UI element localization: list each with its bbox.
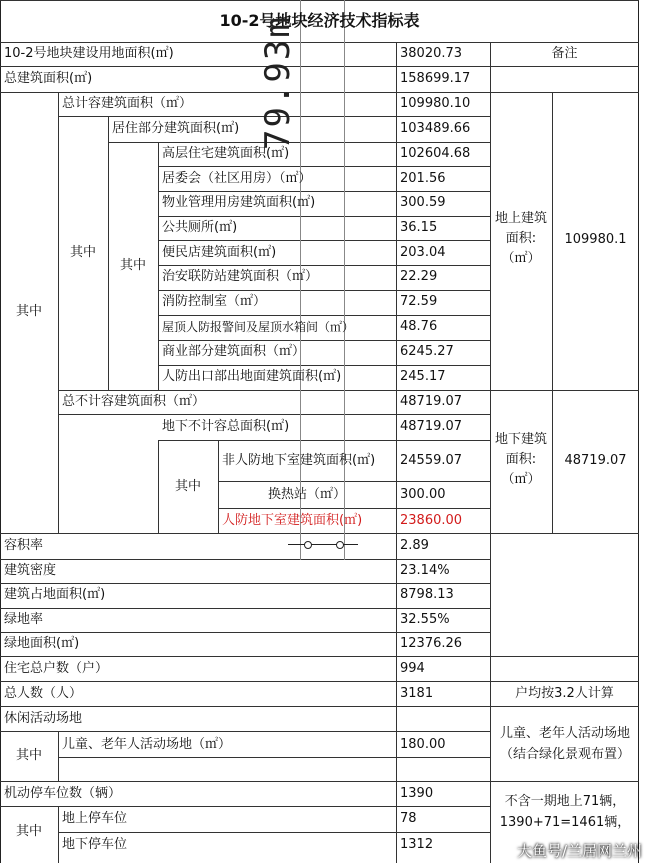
rule bbox=[158, 315, 490, 316]
row-value: 300.59 bbox=[400, 195, 446, 210]
rule bbox=[58, 414, 490, 415]
remark-header: 备注 bbox=[551, 46, 578, 61]
row-label: 高层住宅建筑面积(㎡) bbox=[162, 146, 290, 161]
row-value: 994 bbox=[400, 661, 425, 676]
rule bbox=[158, 340, 490, 341]
rule bbox=[158, 440, 490, 441]
row-label: 非人防地下室建筑面积(㎡) bbox=[222, 453, 376, 468]
remark-activity-note: 儿童、老年人活动场地（结合绿化景观布置） bbox=[499, 726, 630, 762]
rule bbox=[0, 632, 490, 633]
group-label: 其中 bbox=[174, 479, 201, 494]
remark-parking-note: 不含一期地上71辆，1390+71=1461辆， bbox=[499, 794, 631, 830]
rule bbox=[58, 832, 490, 833]
remark-below-ground-label: 地下建筑面积:（㎡） bbox=[494, 432, 547, 487]
rule bbox=[490, 42, 491, 863]
rule bbox=[158, 290, 490, 291]
rule bbox=[218, 481, 490, 482]
row-value: 78 bbox=[400, 811, 417, 826]
rule bbox=[0, 583, 490, 584]
group-label: 其中 bbox=[15, 824, 42, 839]
row-label: 儿童、老年人活动场地（㎡） bbox=[62, 737, 232, 752]
row-value: 203.04 bbox=[400, 245, 446, 260]
rule bbox=[158, 191, 490, 192]
row-label: 总建筑面积(㎡) bbox=[4, 71, 93, 86]
rule bbox=[158, 166, 490, 167]
row-label: 屋顶人防报警间及屋顶水箱间（㎡） bbox=[162, 320, 355, 334]
rule bbox=[158, 265, 490, 266]
row-label: 居住部分建筑面积(㎡) bbox=[112, 121, 240, 136]
rule bbox=[108, 142, 490, 143]
rule bbox=[0, 42, 639, 43]
rule bbox=[158, 216, 490, 217]
row-value: 201.56 bbox=[400, 171, 446, 186]
row-value: 38020.73 bbox=[400, 46, 463, 61]
row-label: 住宅总户数（户） bbox=[4, 661, 109, 676]
group-label: 其中 bbox=[15, 304, 42, 319]
row-value: 24559.07 bbox=[400, 453, 463, 468]
row-label: 换热站（㎡） bbox=[267, 487, 346, 502]
row-value: 109980.10 bbox=[400, 96, 471, 111]
row-label: 绿地率 bbox=[4, 612, 44, 627]
rule bbox=[0, 559, 490, 560]
row-value: 6245.27 bbox=[400, 344, 454, 359]
row-value: 2.89 bbox=[400, 538, 429, 553]
table-title: 10-2号地块经济技术指标表 bbox=[219, 11, 420, 30]
row-value: 32.55% bbox=[400, 612, 450, 627]
row-value: 23860.00 bbox=[400, 513, 463, 528]
row-label: 总计容建筑面积（㎡） bbox=[62, 96, 193, 111]
cad-guide-line bbox=[344, 0, 345, 560]
row-value: 180.00 bbox=[400, 737, 446, 752]
rule bbox=[0, 656, 639, 657]
row-value: 22.29 bbox=[400, 269, 438, 284]
dimension-overlay-text: 79.93m bbox=[258, 15, 298, 150]
row-label: 绿地面积(㎡) bbox=[4, 636, 80, 651]
row-value: 102604.68 bbox=[400, 146, 471, 161]
row-value: 103489.66 bbox=[400, 121, 471, 136]
rule bbox=[58, 731, 59, 781]
rule bbox=[58, 757, 490, 758]
row-label: 治安联防站建筑面积（㎡） bbox=[162, 269, 319, 284]
row-label: 消防控制室（㎡） bbox=[162, 294, 267, 309]
row-label: 10-2号地块建设用地面积(㎡) bbox=[4, 46, 174, 61]
rule bbox=[0, 806, 490, 807]
remark-above-ground-value: 109980.1 bbox=[564, 232, 627, 247]
row-label: 人防出口部出地面建筑面积(㎡) bbox=[162, 369, 342, 384]
group-label: 其中 bbox=[69, 245, 96, 260]
row-label: 休闲活动场地 bbox=[4, 711, 83, 726]
remark-above-ground-label: 地上建筑面积:（㎡） bbox=[494, 211, 547, 266]
row-label: 人防地下室建筑面积(㎡) bbox=[222, 513, 363, 528]
row-value: 48.76 bbox=[400, 319, 438, 334]
rule bbox=[0, 731, 490, 732]
group-label: 其中 bbox=[15, 748, 42, 763]
row-value: 48719.07 bbox=[400, 419, 463, 434]
rule bbox=[0, 681, 639, 682]
row-value: 36.15 bbox=[400, 220, 438, 235]
remark-below-ground-value: 48719.07 bbox=[564, 453, 627, 468]
group-label: 其中 bbox=[119, 258, 146, 273]
row-value: 1312 bbox=[400, 837, 434, 852]
row-value: 12376.26 bbox=[400, 636, 463, 651]
rule bbox=[0, 0, 639, 1]
row-label: 地下停车位 bbox=[62, 837, 128, 852]
rule bbox=[218, 508, 490, 509]
cad-dimension-mark bbox=[288, 544, 358, 549]
rule bbox=[0, 781, 639, 782]
watermark: 大鱼号/兰居网兰州 bbox=[516, 842, 642, 860]
rule bbox=[0, 533, 639, 534]
row-label: 地下不计容总面积(㎡) bbox=[162, 419, 290, 434]
rule bbox=[0, 66, 639, 67]
rule bbox=[158, 365, 490, 366]
rule bbox=[0, 92, 639, 93]
row-value: 8798.13 bbox=[400, 587, 454, 602]
rule bbox=[108, 116, 109, 390]
row-value: 23.14% bbox=[400, 563, 450, 578]
rule bbox=[158, 240, 490, 241]
row-label: 便民店建筑面积(㎡) bbox=[162, 245, 277, 260]
row-value: 72.59 bbox=[400, 294, 438, 309]
row-value: 1390 bbox=[400, 786, 434, 801]
row-label: 地上停车位 bbox=[62, 811, 128, 826]
rule bbox=[0, 706, 639, 707]
remark-household-note: 户均按3.2人计算 bbox=[515, 686, 614, 701]
row-label: 物业管理用房建筑面积(㎡) bbox=[162, 195, 316, 210]
rule bbox=[58, 806, 59, 863]
row-value: 300.00 bbox=[400, 487, 446, 502]
row-label: 建筑密度 bbox=[4, 563, 57, 578]
row-value: 3181 bbox=[400, 686, 434, 701]
row-label: 总人数（人） bbox=[4, 686, 83, 701]
rule bbox=[58, 92, 59, 533]
row-value: 48719.07 bbox=[400, 394, 463, 409]
row-label: 总不计容建筑面积（㎡） bbox=[62, 394, 206, 409]
row-label: 容积率 bbox=[4, 538, 44, 553]
rule bbox=[0, 608, 490, 609]
row-value: 245.17 bbox=[400, 369, 446, 384]
row-label: 建筑占地面积(㎡) bbox=[4, 587, 106, 602]
row-label: 商业部分建筑面积（㎡） bbox=[162, 344, 306, 359]
row-label: 机动停车位数（辆） bbox=[4, 786, 122, 801]
row-value: 158699.17 bbox=[400, 71, 471, 86]
row-label: 公共厕所(㎡) bbox=[162, 220, 238, 235]
rule bbox=[158, 142, 159, 390]
row-label: 居委会（社区用房）（㎡） bbox=[162, 171, 312, 186]
rule bbox=[396, 42, 397, 863]
